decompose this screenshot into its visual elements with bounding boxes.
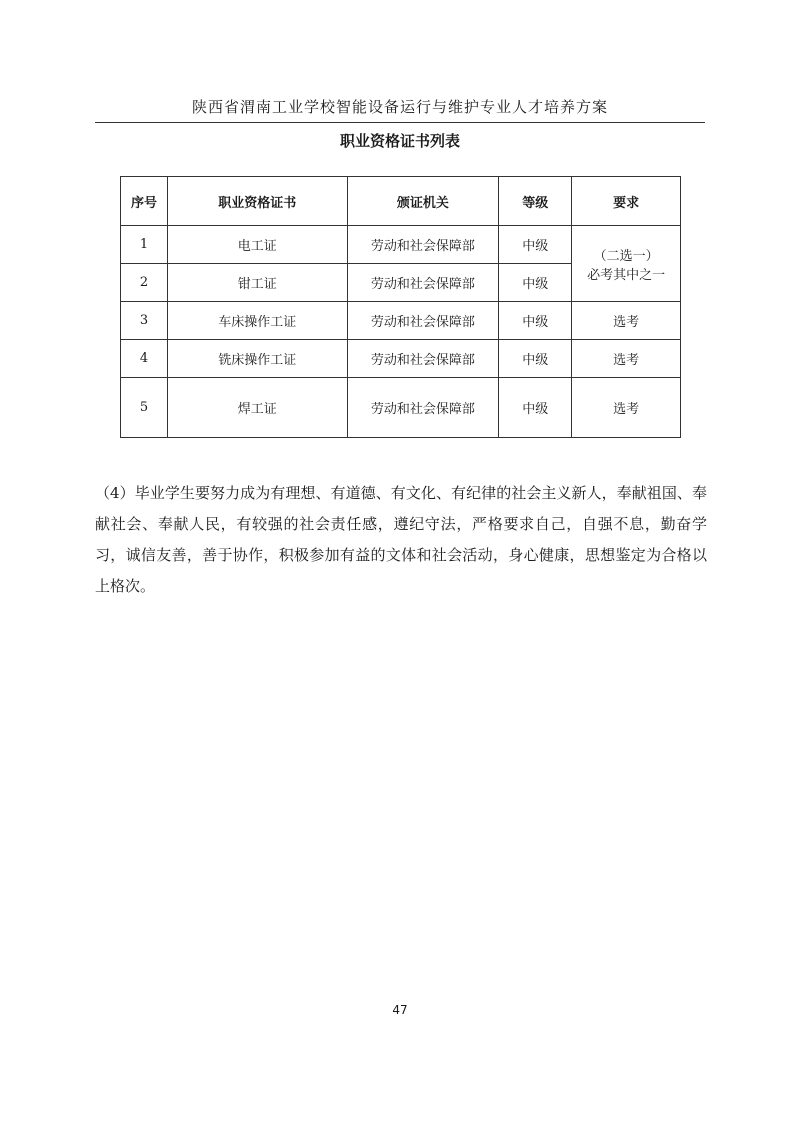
cell-cert: 车床操作工证 <box>167 302 347 340</box>
cell-no: 3 <box>121 302 168 340</box>
cell-level: 中级 <box>499 264 572 302</box>
table-row <box>121 302 681 340</box>
header-requirement: 要求 <box>572 177 681 226</box>
cell-authority: 劳动和社会保障部 <box>347 378 499 438</box>
certificate-table <box>120 176 681 438</box>
cell-no: 1 <box>121 226 168 264</box>
cell-no: 4 <box>121 340 168 378</box>
cell-requirement-merged <box>572 226 681 302</box>
header-cert: 职业资格证书 <box>167 177 347 226</box>
cell-level: 中级 <box>499 226 572 264</box>
header-no: 序号 <box>121 177 168 226</box>
cell-authority: 劳动和社会保障部 <box>347 226 499 264</box>
cell-requirement: 选考 <box>572 378 681 438</box>
cell-cert: 铣床操作工证 <box>167 340 347 378</box>
cell-cert: 焊工证 <box>167 378 347 438</box>
body-paragraph: （4）毕业学生要努力成为有理想、有道德、有文化、有纪律的社会主义新人，奉献祖国、奉献社会、奉献人民，有较强的社会责任感，遵纪守法，严格要求自己，自强不息，勤奋学习，诚信友善，善于协作，积极参加有益的文体和社会活动，身心健康，思想鉴定为合格以上格次。 <box>95 484 707 595</box>
page-number: 47 <box>392 1003 408 1017</box>
cell-requirement: 选考 <box>572 302 681 340</box>
cell-no: 5 <box>121 378 168 438</box>
table-row <box>121 340 681 378</box>
header-authority: 颁证机关 <box>347 177 499 226</box>
cell-level: 中级 <box>499 340 572 378</box>
table-title: 职业资格证书列表 <box>339 132 460 150</box>
cell-no: 2 <box>121 264 168 302</box>
cell-level: 中级 <box>499 378 572 438</box>
table-header-row <box>121 177 681 226</box>
cell-authority: 劳动和社会保障部 <box>347 340 499 378</box>
requirement-line2: 必考其中之一 <box>587 267 666 283</box>
cell-authority: 劳动和社会保障部 <box>347 264 499 302</box>
page-header: 陕西省渭南工业学校智能设备运行与维护专业人才培养方案 <box>95 96 705 123</box>
cell-cert: 钳工证 <box>167 264 347 302</box>
cell-cert: 电工证 <box>167 226 347 264</box>
table-row <box>121 226 681 264</box>
cell-authority: 劳动和社会保障部 <box>347 302 499 340</box>
table-row <box>121 378 681 438</box>
header-level: 等级 <box>499 177 572 226</box>
requirement-line1: （二选一） <box>593 248 659 264</box>
cell-requirement: 选考 <box>572 340 681 378</box>
cell-level: 中级 <box>499 302 572 340</box>
